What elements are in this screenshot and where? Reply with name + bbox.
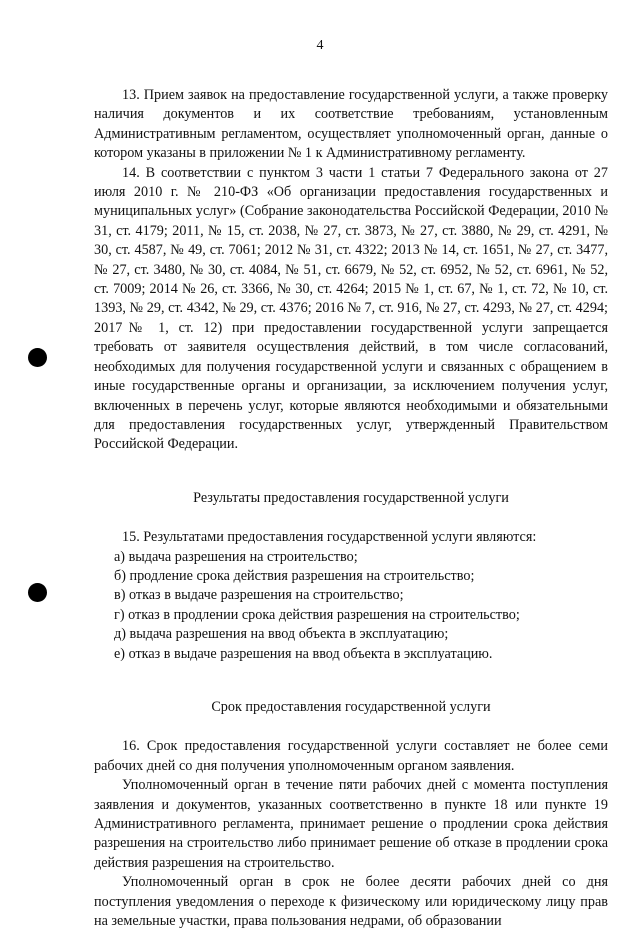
paragraph-16: 16. Срок предоставления государственной услуги составляет не более семи рабочих дней со дня получения уполномоченным органом заявления.: [94, 738, 608, 774]
list-item: а) выдача разрешения на строительство;: [114, 548, 358, 565]
paragraph-15-intro: 15. Результатами предоставления государственной услуги являются:: [122, 529, 537, 546]
list-item: в) отказ в выдаче разрешения на строительство;: [114, 587, 404, 604]
list-item: е) отказ в выдаче разрешения на ввод объекта в эксплуатацию.: [114, 645, 493, 662]
list-item: б) продление срока действия разрешения на строительство;: [114, 567, 475, 584]
punch-hole-mark: [28, 348, 47, 367]
paragraph-14: 14. В соответствии с пунктом 3 части 1 статьи 7 Федерального закона от 27 июля 2010 г. № 210-ФЗ «Об организации предоставления государственных и муниципальных услуг» (Собрание законодательства Российской Федерации, 2010 № 31, ст. 4179; 2011, № 15, ст. 2038, № 27, ст. 3873, № 27, ст. 3880, № 29, ст. 4291, № 30, ст. 4587, № 49, ст. 7061; 2012 № 31, ст. 4322; 2013 № 14, ст. 1651, № 27, ст. 3477, № 27, ст. 3480, № 30, ст. 4084, № 51, ст. 6679, № 52, ст. 6952, № 52, ст. 6961, № 52, ст. 7009; 2014 № 26, ст. 3366, № 30, ст. 4264; 2015 № 1, ст. 67, № 1, ст. 72, № 10, ст. 1393, № 29, ст. 4342, № 29, ст. 4376; 2016 № 7, ст. 916, № 27, ст. 4293, № 27, ст. 4294; 2017№ 1, ст. 12) при предоставлении государственной услуги запрещается требовать от заявителя осуществления действий, в том числе согласований, необходимых для получения государственной услуги и связанных с обращением в иные государственные органы и организации, за исключением получения услуг, включенных в перечень услуг, которые являются необходимыми и обязательными для предоставления государственных услуг, утвержденный Правительством Российской Федерации.: [94, 164, 608, 453]
page-number: 4: [316, 38, 324, 53]
section-heading-results: Результаты предоставления государственной услуги: [193, 489, 509, 506]
paragraph-16-extension: Уполномоченный орган в течение пяти рабочих дней с момента поступления заявления и документов, указанных соответственно в пункте 18 или пункте 19 Административного регламента, принимает решение о продлении срока действия разрешения на строительство либо принимает решение об отказе в продлении срока действия разрешения на строительство.: [94, 777, 608, 871]
punch-hole-mark: [28, 583, 47, 602]
section-heading-term: Срок предоставления государственной услуги: [211, 698, 491, 715]
paragraph-16-notification: Уполномоченный орган в срок не более десяти рабочих дней со дня поступления уведомления о переходе к физическому или юридическому лицу прав на земельные участки, права пользования недрами, об образовании: [94, 874, 608, 930]
document-body: [94, 86, 608, 931]
list-item: д) выдача разрешения на ввод объекта в эксплуатацию;: [114, 626, 449, 643]
paragraph-13: 13. Прием заявок на предоставление государственной услуги, а также проверку наличия документов и их соответствие требованиям, установленным Административным регламентом, осуществляет уполномоченный орган, данные о котором указаны в приложении № 1 к Административному регламенту.: [94, 87, 608, 162]
list-item: г) отказ в продлении срока действия разрешения на строительство;: [114, 606, 520, 623]
